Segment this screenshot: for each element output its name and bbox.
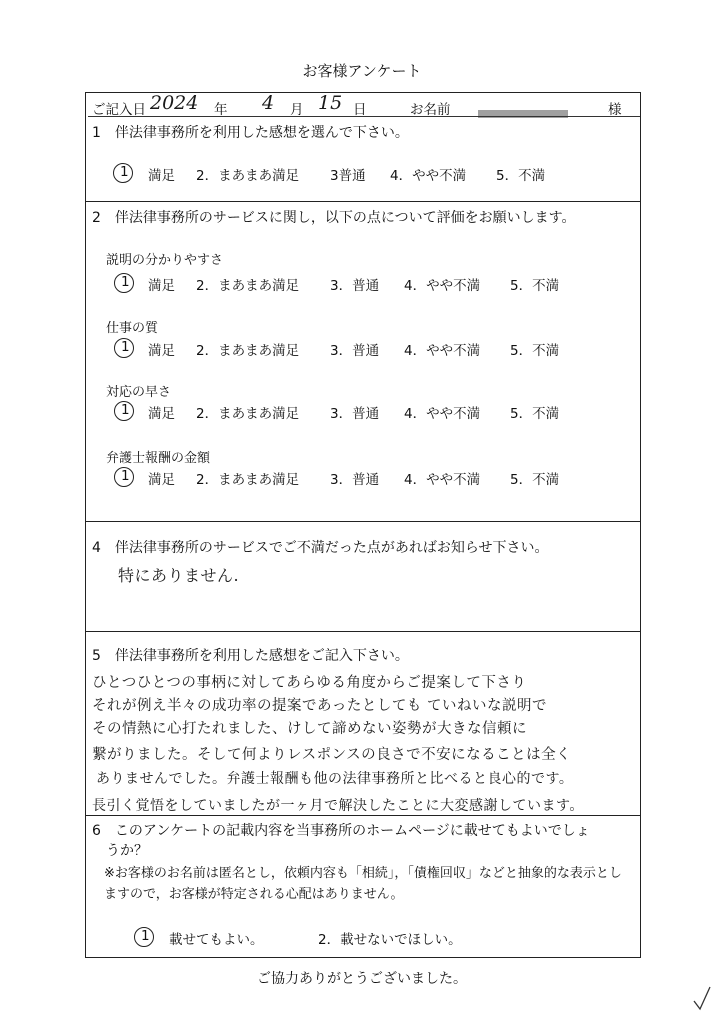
name-suffix: 様 bbox=[608, 102, 622, 118]
q2-option[interactable]: 5．不満 bbox=[510, 472, 560, 488]
q5-answer-line[interactable]: ひとつひとつの事柄に対してあらゆる角度からご提案して下さり bbox=[92, 675, 527, 691]
q2-option[interactable]: 満足 bbox=[148, 278, 175, 294]
q2-option[interactable]: 5．不満 bbox=[510, 406, 560, 422]
q2-option[interactable]: 4．やや不満 bbox=[404, 472, 481, 488]
month-unit: 月 bbox=[290, 102, 304, 118]
q2-option[interactable]: 3．普通 bbox=[330, 343, 380, 359]
q4-question: 4 伴法律事務所のサービスでご不満だった点があればお知らせ下さい。 bbox=[92, 540, 549, 556]
q2-option[interactable]: 4．やや不満 bbox=[404, 278, 481, 294]
q2-item-selected[interactable]: 1 bbox=[121, 468, 130, 484]
q2-option[interactable]: 満足 bbox=[148, 406, 175, 422]
q2-option[interactable]: 4．やや不満 bbox=[404, 406, 481, 422]
day-unit: 日 bbox=[353, 102, 367, 118]
day-value[interactable]: 15 bbox=[318, 92, 343, 114]
q2-option[interactable]: 5．不満 bbox=[510, 343, 560, 359]
q2-item-label: 弁護士報酬の金額 bbox=[106, 451, 211, 466]
year-unit: 年 bbox=[214, 102, 228, 118]
q2-question: 2 伴法律事務所のサービスに関し，以下の点について評価をお願いします。 bbox=[92, 210, 576, 226]
q2-option[interactable]: 満足 bbox=[148, 472, 175, 488]
page-title: お客様アンケート bbox=[302, 62, 422, 80]
q2-item-label: 対応の早さ bbox=[106, 385, 172, 400]
q2-option[interactable]: 4．やや不満 bbox=[404, 343, 481, 359]
name-label: お名前 bbox=[410, 102, 451, 118]
q5-answer-line[interactable]: それが例え半々の成功率の提案であったとしても ていねいな説明で bbox=[92, 698, 547, 714]
q2-item-selected[interactable]: 1 bbox=[121, 402, 130, 418]
q4-answer[interactable]: 特にありません. bbox=[118, 566, 240, 585]
q6-note-line-1: ※お客様のお名前は匿名とし，依頼内容も「相続」，「債権回収」などと抽象的な表示とし bbox=[104, 866, 622, 881]
q2-option[interactable]: 2．まあまあ満足 bbox=[196, 406, 300, 422]
q5-answer-line[interactable]: その情熱に心打たれました、けして諦めない姿勢が大きな信頼に bbox=[92, 721, 527, 737]
q2-item-label: 仕事の質 bbox=[106, 321, 159, 336]
q2-option[interactable]: 2．まあまあ満足 bbox=[196, 278, 300, 294]
year-value[interactable]: 2024 bbox=[150, 92, 199, 114]
q1-option-4[interactable]: 4．やや不満 bbox=[390, 168, 467, 184]
footer-thanks: ご協力ありがとうございました。 bbox=[257, 971, 467, 987]
q1-option-5[interactable]: 5．不満 bbox=[496, 168, 546, 184]
q2-option[interactable]: 2．まあまあ満足 bbox=[196, 343, 300, 359]
q2-option[interactable]: 3．普通 bbox=[330, 472, 380, 488]
q1-option-1[interactable]: 満足 bbox=[148, 168, 175, 184]
q2-item-selected[interactable]: 1 bbox=[121, 274, 130, 290]
q6-option-2[interactable]: 2．載せないでほしい。 bbox=[318, 932, 462, 948]
q6-option-1[interactable]: 載せてもよい。 bbox=[169, 932, 264, 948]
divider bbox=[85, 815, 641, 816]
month-value[interactable]: 4 bbox=[262, 92, 275, 114]
check-mark-icon bbox=[692, 985, 712, 1011]
q5-answer-line[interactable]: 繋がりました。そして何よりレスポンスの良さで不安になることは全く bbox=[92, 747, 572, 763]
q1-question: 1 伴法律事務所を利用した感想を選んで下さい。 bbox=[92, 125, 409, 141]
q2-option[interactable]: 3．普通 bbox=[330, 406, 380, 422]
q6-selected-number[interactable]: 1 bbox=[141, 928, 150, 944]
q5-answer-line[interactable]: ありませんでした。弁護士報酬も他の法律事務所と比べると良心的です。 bbox=[96, 771, 574, 787]
q2-option[interactable]: 満足 bbox=[148, 343, 175, 359]
q1-option-3[interactable]: 3普通 bbox=[330, 168, 366, 184]
q1-option-2[interactable]: 2．まあまあ満足 bbox=[196, 168, 300, 184]
divider bbox=[85, 201, 641, 202]
header-underline bbox=[88, 116, 640, 117]
q2-option[interactable]: 5．不満 bbox=[510, 278, 560, 294]
date-label: ご記入日 bbox=[92, 102, 146, 118]
q6-question-line-1: 6 このアンケートの記載内容を当事務所のホームページに載せてもよいでしょ bbox=[92, 823, 590, 839]
q6-note-line-2: ますので，お客様が特定される心配はありません。 bbox=[104, 887, 404, 902]
q6-question-line-2: うか？ bbox=[106, 843, 148, 859]
q5-question: 5 伴法律事務所を利用した感想をご記入下さい。 bbox=[92, 648, 409, 664]
q1-selected-number[interactable]: 1 bbox=[120, 164, 129, 180]
q2-item-selected[interactable]: 1 bbox=[121, 339, 130, 355]
divider bbox=[85, 521, 641, 522]
divider bbox=[85, 631, 641, 632]
q2-item-label: 説明の分かりやすさ bbox=[106, 253, 224, 268]
q2-option[interactable]: 3．普通 bbox=[330, 278, 380, 294]
q2-option[interactable]: 2．まあまあ満足 bbox=[196, 472, 300, 488]
q5-answer-line[interactable]: 長引く覚悟をしていましたが一ヶ月で解決したことに大変感謝しています。 bbox=[92, 798, 584, 814]
